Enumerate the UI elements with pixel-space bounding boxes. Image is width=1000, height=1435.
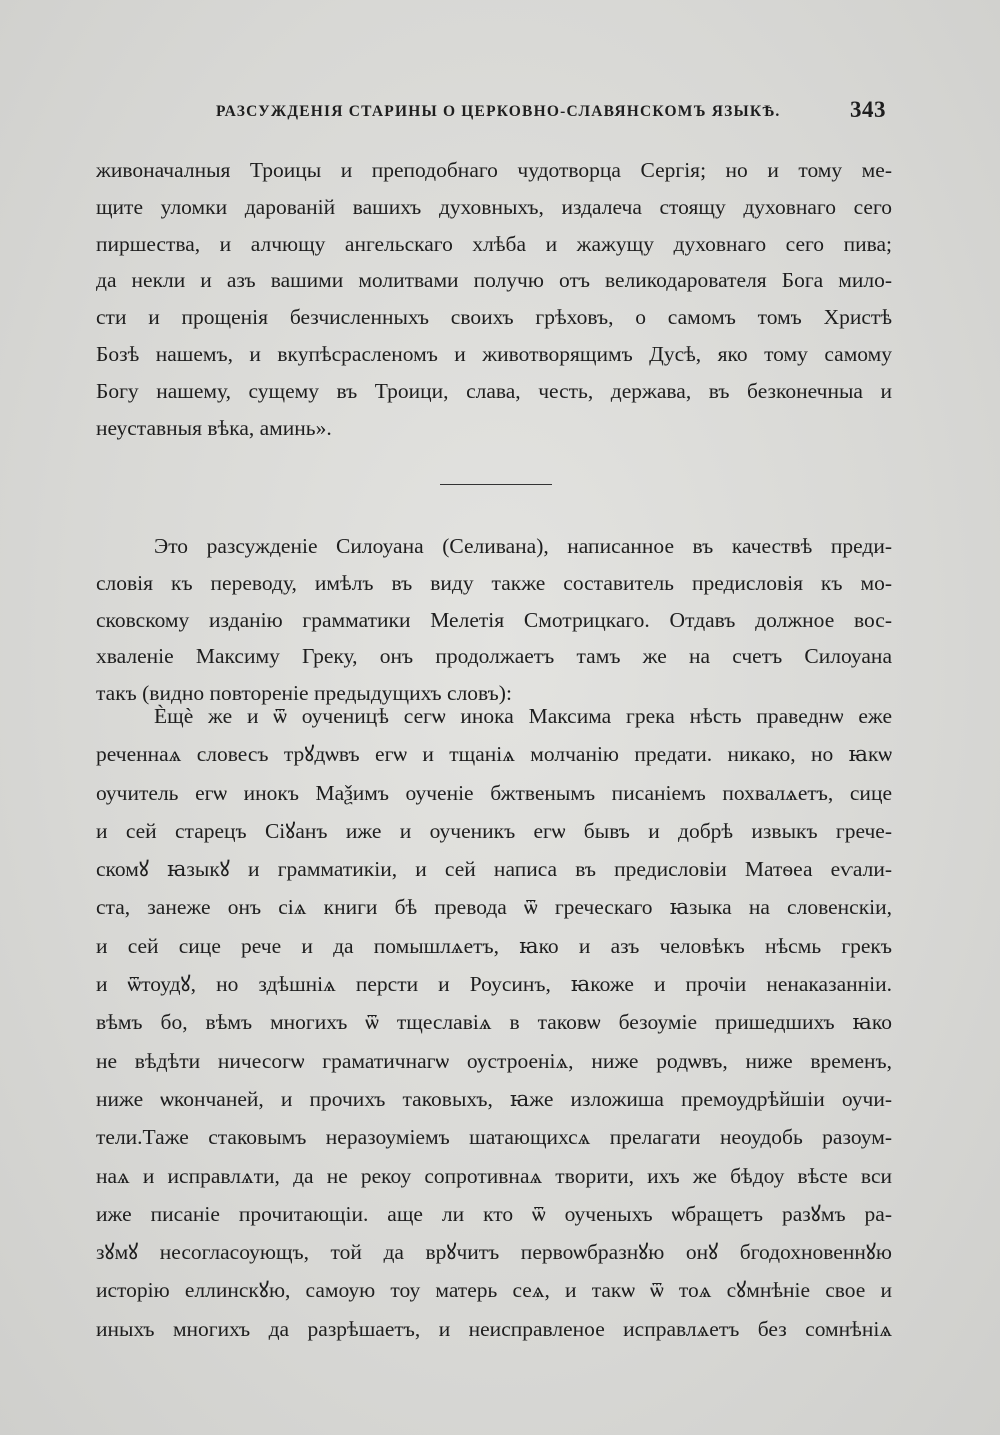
quote-line: реченнаѧ словесъ трꙋдѡвъ егѡ и тщаніѧ молчанію предати. никако, но ꙗкѡ: [96, 742, 892, 767]
text-line: Богу нашему, сущему въ Троици, слава, честь, держава, въ безконечныа и: [96, 378, 892, 403]
quote-line: тели.Таже стаковымъ неразоуміемъ шатающихсѧ прелагати неоудобь разоум-: [96, 1125, 892, 1150]
text-line: Бозѣ нашемъ, и вкупѣсрасленомъ и животворящимъ Дусѣ, яко тому самому: [96, 341, 892, 366]
top-paragraph: [96, 152, 892, 446]
quote-line: наѧ и исправлѧти, да не рекоу сопротивнаѧ творити, ихъ же бѣдоу вѣсте вси: [96, 1163, 892, 1188]
text-line: да некли и азъ вашими молитвами получю отъ великодарователя Бога мило-: [96, 268, 892, 293]
running-head-title: РАЗСУЖДЕНІЯ СТАРИНЫ О ЦЕРКОВНО-СЛАВЯНСКОМЪ ЯЗЫКѢ.: [216, 103, 781, 120]
text-line: такъ (видно повтореніе предыдущихъ словъ):: [96, 681, 512, 706]
quote-line: не вѣдѣти ничесогѡ граматичнагѡ оустроеніѧ, ниже родѡвъ, ниже временъ,: [96, 1048, 892, 1073]
quote-line: вѣмъ бо, вѣмъ многихъ ѿ тщеславіѧ в таковѡ безоуміе пришедшихъ ꙗко: [96, 1010, 892, 1035]
church-slavonic-quote: [96, 697, 892, 1348]
quote-line: и ѿтоудꙋ, но здѣшніѧ персти и Роусинъ, ꙗкоже и прочіи ненаказанніи.: [96, 972, 892, 997]
text-line: живоначалныя Троицы и преподобнаго чудотворца Сергія; но и тому ме-: [96, 158, 892, 182]
section-divider: [440, 484, 552, 485]
page-number: 343: [850, 97, 886, 122]
text-line: щите уломки дарованій вашихъ духовныхъ, издалеча стоящу духовнаго сего: [96, 194, 892, 219]
running-head: [96, 97, 896, 127]
quote-line: и сей сице рече и да помышлѧетъ, ꙗко и азъ человѣкъ нѣсмь грекъ: [96, 933, 892, 958]
text-line: неуставныя вѣка, аминь».: [96, 415, 332, 440]
text-line: словія къ переводу, имѣлъ въ виду также составитель предисловія къ мо-: [96, 570, 892, 595]
quote-line: зꙋмꙋ несогласоующъ, той да врꙋчитъ первоѡбразнꙋю онꙋ бгодохновеннꙋю: [96, 1240, 892, 1265]
text-line: хваленіе Максиму Греку, онъ продолжаетъ тамъ же на счетъ Силоуана: [96, 644, 892, 669]
quote-line: и сей старецъ Сіꙋанъ иже и оученикъ егѡ бывъ и добрѣ извыкъ грече-: [96, 818, 892, 843]
second-paragraph: [96, 528, 892, 712]
quote-line: ста, занеже онъ сіѧ книги бѣ превода ѿ греческаго ꙗзыка на словенскіи,: [96, 895, 892, 920]
quote-line: ниже ѡкончаней, и прочихъ таковыхъ, ꙗже изложиша премоудрѣйшіи оучи-: [96, 1086, 892, 1111]
quote-line: иже писаніе прочитающіи. аще ли кто ѿ оученыхъ ѡбращетъ разꙋмъ ра-: [96, 1201, 892, 1226]
text-line: пиршества, и алчющу ангельскаго хлѣба и жажущу духовнаго сего пива;: [96, 231, 892, 256]
quote-line: иныхъ многихъ да разрѣшаетъ, и неисправленое исправлѧетъ без сомнѣніѧ: [96, 1316, 892, 1341]
text-line: Это разсужденіе Силоуана (Селивана), написанное въ качествѣ преди-: [154, 534, 892, 558]
quote-line: исторію еллинскꙋю, самоую тоу матерь сеѧ, и такѡ ѿ тоѧ сꙋмнѣніе свое и: [96, 1278, 892, 1303]
text-line: сковскому изданію грамматики Мелетія Смотрицкаго. Отдавъ должное вос-: [96, 607, 892, 632]
quote-line: скомꙋ ꙗзыкꙋ и грамматикіи, и сей написа въ предисловіи Матѳеа еѵали-: [96, 857, 892, 882]
quote-line: Ѐщѐ же и ѿ оученицѣ сегѡ инока Максима грека нѣсть праведнѡ еже: [154, 704, 892, 728]
text-line: сти и прощенія безчисленныхъ своихъ грѣховъ, о самомъ томъ Христѣ: [96, 305, 892, 330]
quote-line: оучитель егѡ инокъ Маѯимъ оученіе бжтвенымъ писаніемъ похвалѧетъ, сице: [96, 780, 892, 805]
